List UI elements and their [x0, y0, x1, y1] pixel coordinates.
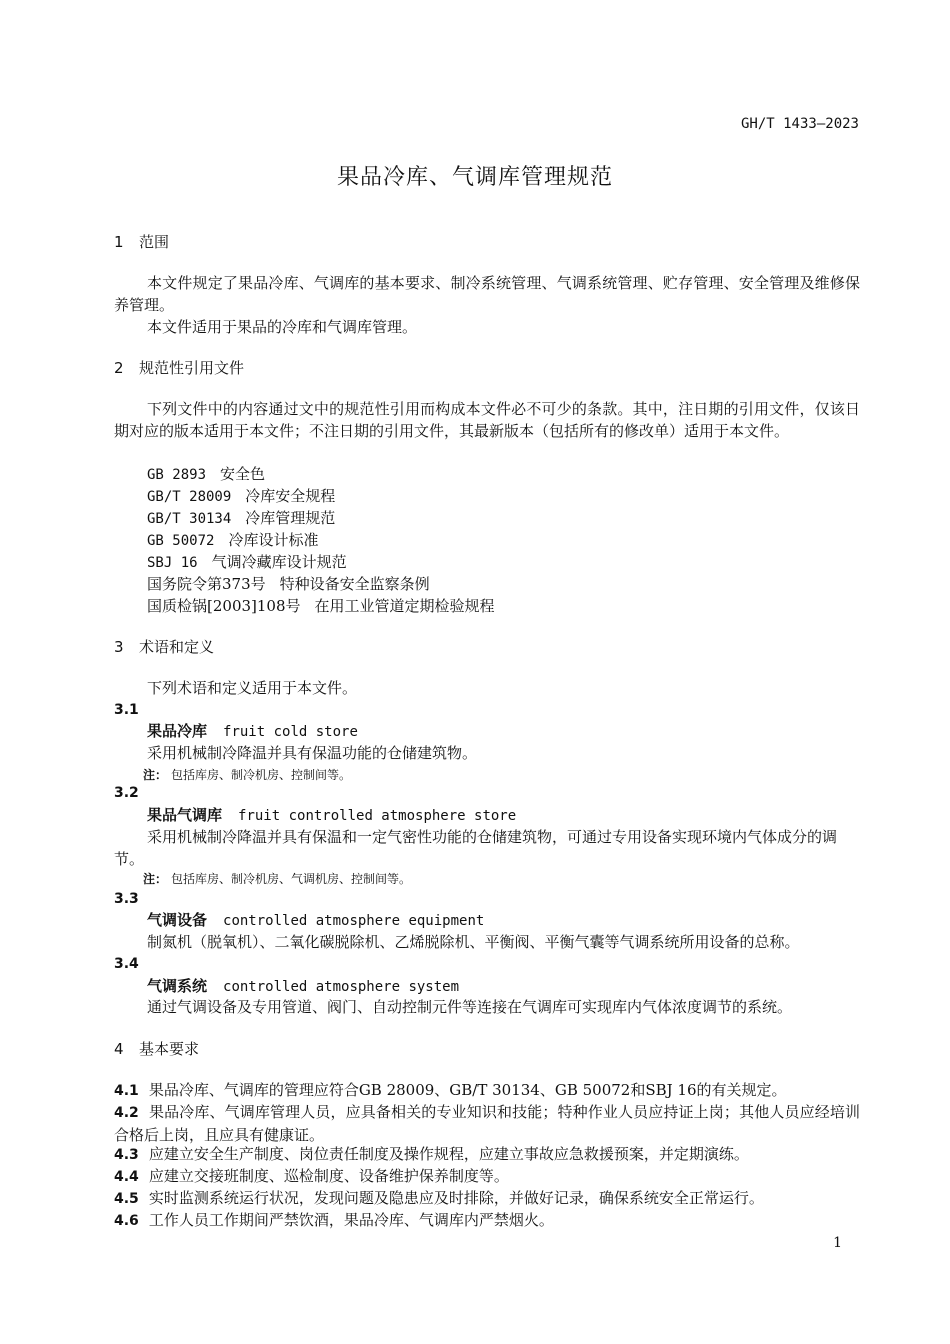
term-number: 3.4	[114, 956, 139, 972]
reference-item	[147, 551, 347, 574]
reference-code: GB/T 28009	[147, 489, 232, 505]
term-definition: 通过气调设备及专用管道、阀门、自动控制元件等连接在气调库可实现库内气体浓度调节的系统。	[147, 998, 793, 1016]
reference-name: 在用工业管道定期检验规程	[314, 597, 495, 615]
reference-name: 特种设备安全监察条例	[279, 575, 430, 593]
section-4-heading	[114, 1038, 199, 1060]
reference-item	[147, 573, 430, 595]
term-en: fruit cold store	[223, 724, 358, 740]
note-label: 注：	[143, 872, 168, 886]
term-en: controlled atmosphere system	[223, 979, 460, 995]
reference-name: 冷库设计标准	[228, 531, 319, 549]
reference-item	[147, 485, 335, 508]
term-definition: 制氮机（脱氧机）、二氧化碳脱除机、乙烯脱除机、平衡阀、平衡气囊等气调系统所用设备的总称。	[147, 933, 800, 951]
requirement-item	[114, 1209, 860, 1232]
requirement-item	[114, 1143, 860, 1166]
reference-name: 气调冷藏库设计规范	[211, 553, 347, 571]
term-zh: 气调系统	[147, 977, 208, 995]
requirement-text: 应建立交接班制度、巡检制度、设备维护保养制度等。	[148, 1167, 509, 1185]
reference-code: 国务院令第373号	[147, 575, 266, 593]
section-title: 术语和定义	[139, 638, 215, 656]
reference-code: GB/T 30134	[147, 511, 232, 527]
reference-item	[147, 463, 265, 486]
requirement-number: 4.6	[114, 1213, 139, 1229]
term-number: 3.3	[114, 891, 139, 907]
term-heading	[147, 720, 358, 743]
section-number: 2	[114, 359, 124, 377]
section-number: 4	[114, 1040, 124, 1058]
term-note	[143, 868, 411, 890]
reference-name: 冷库安全规程	[245, 487, 336, 505]
reference-name: 冷库管理规范	[245, 509, 336, 527]
section-2-paragraph: 下列文件中的内容通过文中的规范性引用而构成本文件必不可少的条款。其中，注日期的引用文件，仅该日期对应的版本适用于本文件；不注日期的引用文件，其最新版本（包括所有的修改单）适用于本文件。	[114, 400, 860, 440]
reference-code: 国质检锅[2003]108号	[147, 597, 301, 615]
reference-item	[147, 507, 335, 530]
reference-item	[147, 529, 318, 552]
term-en: controlled atmosphere equipment	[223, 913, 485, 929]
reference-code: SBJ 16	[147, 555, 198, 571]
requirement-number: 4.2	[114, 1105, 139, 1121]
term-note	[143, 764, 351, 786]
section-number: 3	[114, 638, 124, 656]
requirement-item	[114, 1165, 860, 1188]
requirement-text: 应建立安全生产制度、岗位责任制度及操作规程，应建立事故应急救援预案，并定期演练。	[148, 1145, 749, 1163]
section-title: 范围	[139, 233, 170, 251]
term-zh: 果品冷库	[147, 722, 208, 740]
term-zh: 气调设备	[147, 911, 208, 929]
requirement-text: 果品冷库、气调库管理人员，应具备相关的专业知识和技能；特种作业人员应持证上岗；其他人员应经培训合格后上岗，且应具有健康证。	[114, 1103, 860, 1144]
term-heading	[147, 975, 459, 998]
reference-name: 安全色	[220, 465, 266, 483]
section-number: 1	[114, 233, 124, 251]
standard-code: GH/T 1433—2023	[740, 116, 859, 132]
page-number: 1	[833, 1235, 842, 1251]
section-2-heading	[114, 357, 244, 379]
section-3-heading	[114, 636, 214, 658]
requirement-item	[114, 1187, 860, 1210]
requirement-item	[114, 1101, 860, 1146]
term-heading	[147, 909, 484, 932]
term-definition: 采用机械制冷降温并具有保温和一定气密性功能的仓储建筑物，可通过专用设备实现环境内气体成分的调节。	[114, 828, 838, 868]
requirement-text: 果品冷库、气调库的管理应符合GB 28009、GB/T 30134、GB 50072和SBJ 16的有关规定。	[148, 1081, 787, 1099]
requirement-text: 实时监测系统运行状况，发现问题及隐患应及时排除，并做好记录，确保系统安全正常运行。	[148, 1189, 764, 1207]
requirement-number: 4.1	[114, 1083, 139, 1099]
note-label: 注：	[143, 768, 168, 782]
term-en: fruit controlled atmosphere store	[238, 808, 517, 824]
note-text: 包括库房、制冷机房、控制间等。	[171, 768, 352, 782]
section-title: 基本要求	[139, 1040, 200, 1058]
term-number: 3.1	[114, 702, 139, 718]
note-text: 包括库房、制冷机房、气调机房、控制间等。	[171, 872, 412, 886]
reference-code: GB 50072	[147, 533, 215, 549]
document-title: 果品冷库、气调库管理规范	[336, 165, 613, 190]
reference-item	[147, 595, 495, 617]
section-1-heading	[114, 231, 169, 253]
requirement-number: 4.5	[114, 1191, 139, 1207]
reference-code: GB 2893	[147, 467, 207, 483]
requirement-number: 4.4	[114, 1169, 139, 1185]
section-title: 规范性引用文件	[139, 359, 245, 377]
section-1-paragraph: 本文件适用于果品的冷库和气调库管理。	[147, 318, 418, 336]
term-heading	[147, 804, 516, 827]
requirement-number: 4.3	[114, 1147, 139, 1163]
term-zh: 果品气调库	[147, 806, 223, 824]
section-3-intro: 下列术语和定义适用于本文件。	[147, 679, 358, 697]
term-number: 3.2	[114, 785, 139, 801]
term-definition: 采用机械制冷降温并具有保温功能的仓储建筑物。	[147, 744, 478, 762]
requirement-item	[114, 1079, 860, 1102]
section-1-paragraph: 本文件规定了果品冷库、气调库的基本要求、制冷系统管理、气调系统管理、贮存管理、安全管理及维修保养管理。	[114, 274, 860, 314]
requirement-text: 工作人员工作期间严禁饮酒，果品冷库、气调库内严禁烟火。	[148, 1211, 554, 1229]
